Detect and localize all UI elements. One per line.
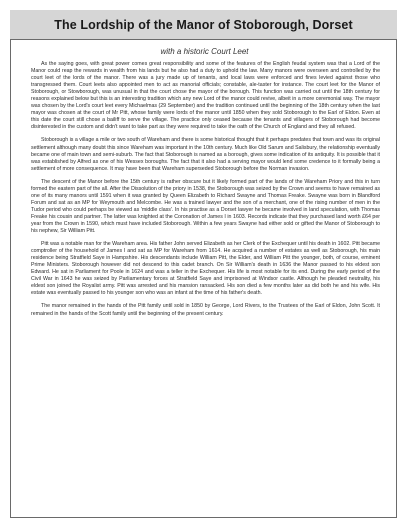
document-body [31, 61, 380, 513]
paragraph: Pitt was a notable man for the Wareham area. His father John served Elizabeth as her Clerk of the Exchequer until his death in 1602. Pitt became comptroller of the household of James I and sat as MP for Wareham from 1614. He acquired a number of estates as well as Stoborough, his main residence being Stratfield Saye in Hampshire. His descendants include William Pitt, the Elder, and William Pitt the younger, both, of course, eminent Prime Ministers. Stoborough however did not descend to this cadet branch. On Sir William's death in 1636 the Manor passed to his eldest son Edward. He sat in Parliament for Poole in 1624 and was a teller in the Exchequer. His life is most notable for its end. During the early period of the Civil War in 1643 he was seized by Parliamentary forces at Stratfield Saye and imprisoned at Windsor castle. Although he pleaded neutrality, his eldest son joined the Royalist army. Pitt was arrested and his mansion ransacked. His son died a few months later as did both he and his wife. His estate was eventually passed to his younger son who was an infant at the time of his father's death. [31, 241, 380, 297]
paragraph: As the saying goes, with great power comes great responsibility and some of the features of the English feudal system was that a Lord of the Manor could reap the rewards in wealth from his lands but he also had a duty to uphold the law. Many manors were overseen and controlled by the court leet of the lords of the manor. There was a jury made up of tenants, and local laws were enforced and fines levied against those who transgressed them. Court leets also appointed men to act as manorial officials; constable, ale-taster for instance. The court leet for the Manor of Stoborough, or Stowborough, was unusual in that the court chose the mayor of the borough. This function was carried out until the 18th century for reasons explained below but this is an interesting tradition which any new Lord of the manor could revive, albeit in a more ceremonial way. The mayor was chosen by the Lord's court leet every Michaelmas (29 September) and the tradition continued until the beginning of the 18th century when the last mayor was chosen at the court of Mr Pitt, whose family were lords of the manor until 1850 when they sold Stoborough to the Earl of Eldon. Even at this date the court still chose a bailiff to serve the village. The practice only ceased because the tenants and villagers of Stoborough had become disinterested in the custom and didn't want to take part as they were required to take the oath of the Church of England and they all refused. [31, 61, 380, 131]
title-bar [10, 10, 397, 40]
paragraph: The descent of the Manor before the 15th century is rather obscure but it likely formed part of the lands of the Wareham Priory and this in turn formed the eastern part of the all. After the Dissolution of the priory in 1538, the Stoborough was seized by the Crown and seems to have remained as one of its many manors until 1591 when it was granted by Queen Elizabeth to Richard Swayne and Thomas Freake. Swayne was born in Blandford Forum and sat as an MP for Weymouth and Melcombe. He was a trained lawyer and the son of a merchant, one of the rising number of men in the Tudor period who could perhaps be viewed as 'middle class'. In his practise as a Dorset lawyer he became involved in land speculation, with Thomas Freake his cousin and partner. The latter was knighted at the Coronation of James I in 1603. Records indicate that they purchased land worth £64 per year from the Crown in 1590, which must have included Stoborough. Within a few years Swayne had either sold or gifted the Manor of Stoborough to his nephew, Sir William Pitt. [31, 178, 380, 235]
paragraph: The manor remained in the hands of the Pitt family until sold in 1850 by George, Lord Rivers, to the Trustees of the Earl of Eldon, John Scott. It remained in the hands of the Scott family until the beginning of the present century. [31, 303, 380, 317]
document-subtitle: with a historic Court Leet [160, 47, 249, 56]
paragraph: Stoborough is a village a mile or two south of Wareham and there is some historical thought that it perhaps predates that town and was its original settlement although many doubt this since Wareham was important in the 10th century. Much like Old Sarum and Salisbury, the relationship eventually became one of main town and semi-suburb. The fact that Stoborough is named as a borough, gives some indication of its antiquity. It is possible that it was established by Alfred as one of his Wessex boroughs. The fact that it also had a serving mayor would lend some credence to it formally being a settlement of more consequence. It may have been that Wareham superseded Stoborough before the Norman invasion. [31, 137, 380, 172]
document-title: The Lordship of the Manor of Stoborough, Dorset [54, 17, 353, 32]
